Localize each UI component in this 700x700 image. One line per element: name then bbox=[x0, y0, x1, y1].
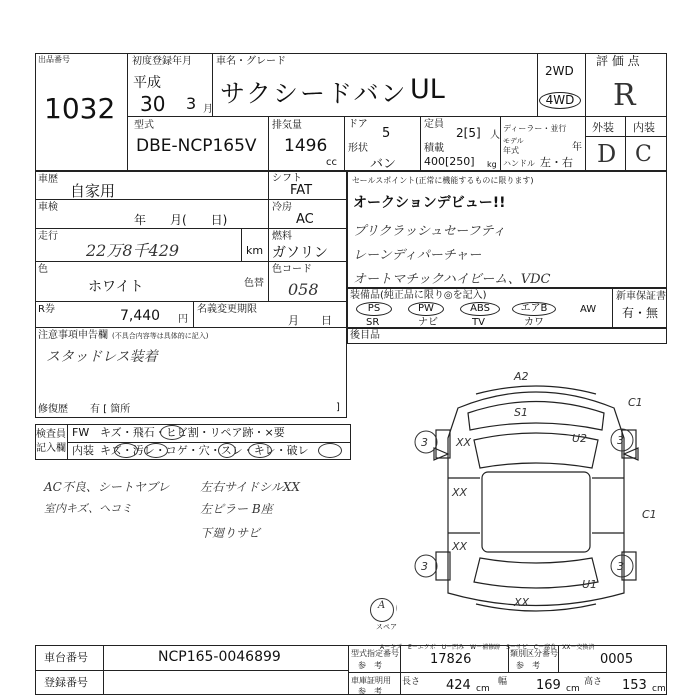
title-deadline: 月 日 bbox=[288, 314, 332, 327]
color-label: 色 bbox=[38, 264, 48, 275]
length-unit: cm bbox=[476, 684, 490, 694]
displacement-label: 排気量 bbox=[272, 120, 302, 131]
mark-c1-top: C1 bbox=[628, 396, 643, 409]
lot-number: 1032 bbox=[44, 92, 116, 125]
drive-2wd: 2WD bbox=[545, 64, 574, 78]
capacity-unit: 人 bbox=[490, 130, 500, 141]
equip-aw: AW bbox=[580, 304, 597, 315]
mark-u1: U1 bbox=[582, 578, 598, 591]
spare-mark: A bbox=[378, 600, 386, 611]
history: 自家用 bbox=[70, 182, 116, 200]
chassis-label: 車台番号 bbox=[44, 651, 88, 664]
equip-pw: PW bbox=[408, 302, 444, 316]
spare-label: スペア bbox=[376, 623, 397, 631]
note-mid-3: 下廻りサビ bbox=[200, 526, 261, 540]
model-year-label2: 年式 bbox=[503, 146, 519, 155]
mileage: 22万8千429 bbox=[86, 241, 180, 260]
height-label: 高さ bbox=[584, 677, 603, 687]
note-left-2: 室内キズ、ヘコミ bbox=[44, 502, 133, 515]
capacity-label: 定員 bbox=[424, 119, 444, 130]
sales-point-1: オークションデビュー!! bbox=[353, 195, 506, 211]
reg-label: 登録番号 bbox=[44, 676, 88, 689]
exterior-label: 外装 bbox=[592, 121, 614, 134]
grade: UL bbox=[410, 74, 445, 105]
body-label: 形状 bbox=[348, 143, 368, 154]
inspector-label-2: 記入欄 bbox=[36, 443, 66, 454]
name-grade-label: 車名・グレード bbox=[216, 56, 286, 67]
mark-3-fl: 3 bbox=[421, 436, 428, 449]
color-code-label: 色コード bbox=[272, 264, 312, 275]
notes-sub: (不具合内容等は具体的に記入) bbox=[112, 332, 209, 340]
width-label: 幅 bbox=[498, 677, 508, 687]
recycle: 7,440 bbox=[120, 308, 161, 324]
mark-xx-4: XX bbox=[514, 596, 530, 609]
height-unit: cm bbox=[652, 684, 666, 694]
first-reg-label: 初度登録年月 bbox=[132, 56, 192, 67]
model-label: 型式 bbox=[134, 120, 154, 131]
body: バン bbox=[370, 157, 397, 172]
rear-seat-label: 後目品 bbox=[350, 330, 380, 341]
class: 0005 bbox=[600, 652, 634, 667]
equip-leather: カワ bbox=[524, 317, 544, 328]
equip-sr: SR bbox=[366, 317, 380, 328]
mark-3-rr: 3 bbox=[617, 560, 624, 573]
km-unit: km bbox=[246, 244, 264, 257]
class-label: 類別区分番号 bbox=[510, 649, 558, 658]
title-deadline-label: 名義変更期限 bbox=[197, 304, 257, 315]
recycle-label: R券 bbox=[38, 304, 55, 315]
inspector-interior-items: キズ・汚レ・コゲ・穴・スレ・キレ・破レ bbox=[100, 444, 309, 457]
load-label: 積載 bbox=[424, 143, 444, 154]
repair-close: ] bbox=[336, 402, 340, 413]
inspector-label-1: 検査員 bbox=[36, 429, 66, 440]
sales-point-2: プリクラッシュセーフティ bbox=[353, 224, 506, 239]
equip-tv: TV bbox=[472, 317, 485, 328]
car-damage-diagram bbox=[396, 368, 676, 630]
interior-label: 内装 bbox=[633, 121, 655, 134]
doors: 5 bbox=[382, 126, 391, 141]
shift-label: シフト bbox=[272, 173, 302, 184]
handle: 左・右 bbox=[540, 156, 573, 169]
height: 153 bbox=[622, 678, 647, 693]
dealer-label: ディーラー・並行 bbox=[503, 124, 567, 133]
mark-xx-2: XX bbox=[452, 486, 468, 499]
type-cert-sub: 参 考 bbox=[358, 661, 382, 670]
inspection-label: 車検 bbox=[38, 202, 58, 213]
fuel-label: 燃料 bbox=[272, 231, 292, 242]
score: R bbox=[613, 78, 636, 113]
car-name: サクシードバン bbox=[220, 79, 408, 108]
warranty: 有・無 bbox=[622, 306, 659, 320]
mark-s1: S1 bbox=[514, 406, 528, 419]
model: DBE-NCP165V bbox=[136, 136, 257, 156]
drive-4wd: 4WD bbox=[539, 92, 581, 109]
rear-seat-block bbox=[347, 328, 667, 344]
equip-navi: ナビ bbox=[418, 317, 438, 328]
note-left-1: AC不良、シートヤブレ bbox=[44, 480, 170, 494]
equip-airbag: エアB bbox=[512, 302, 556, 316]
inspection: 年 月( 日) bbox=[134, 213, 228, 227]
first-reg-year: 30 bbox=[140, 92, 166, 116]
inspector-fw-items: キズ・飛石・ヒビ割・リペア跡・×要 bbox=[100, 426, 285, 439]
mark-c1-side: C1 bbox=[642, 508, 657, 521]
lot-label: 出品番号 bbox=[38, 55, 70, 64]
type-cert: 17826 bbox=[430, 652, 472, 667]
class-sub: 参 考 bbox=[516, 661, 540, 670]
equip-ps: PS bbox=[356, 302, 392, 316]
length-label: 長さ bbox=[402, 677, 421, 687]
width: 169 bbox=[536, 678, 561, 693]
first-reg-month: 3 bbox=[186, 94, 197, 113]
length: 424 bbox=[446, 678, 471, 693]
load-unit: kg bbox=[487, 160, 497, 169]
repair-label: 修復歴 bbox=[38, 404, 68, 415]
notes-label: 注意事項申告欄 bbox=[38, 330, 108, 341]
mark-u2: U2 bbox=[572, 432, 588, 445]
damage-legend: A－キズ E－エクボ U－凹み W－補修跡 S－サビ C－腐食 XX－交換済 bbox=[380, 644, 595, 651]
color-no-label: 色替 bbox=[244, 278, 264, 289]
inspector-interior: 内装 bbox=[72, 444, 94, 457]
mark-a2: A2 bbox=[514, 370, 529, 383]
note-mid-1: 左右サイドシルXX bbox=[200, 480, 300, 494]
type-cert-label: 型式指定番号 bbox=[351, 649, 399, 658]
ac: AC bbox=[296, 212, 314, 227]
model-year-unit: 年 bbox=[572, 142, 582, 153]
model-year-label1: モデル bbox=[503, 137, 524, 145]
spare-tire-icon bbox=[370, 598, 394, 622]
interior-grade: C bbox=[635, 142, 652, 167]
score-label: 評 価 点 bbox=[596, 54, 640, 68]
capacity: 2[5] bbox=[456, 126, 481, 140]
shift: FAT bbox=[290, 183, 313, 198]
mark-3-rl: 3 bbox=[421, 560, 428, 573]
chassis: NCP165-0046899 bbox=[158, 649, 281, 665]
handle-label: ハンドル bbox=[503, 159, 535, 168]
exterior-grade: D bbox=[597, 140, 617, 168]
cc-unit: cc bbox=[326, 157, 337, 168]
inspector-fw: FW bbox=[72, 426, 90, 439]
month-unit: 月 bbox=[203, 104, 213, 115]
color-code: 058 bbox=[288, 280, 319, 299]
note-mid-2: 左ピラー B座 bbox=[200, 502, 273, 516]
color: ホワイト bbox=[88, 279, 144, 295]
ac-label: 冷房 bbox=[272, 202, 292, 213]
doors-label: ドア bbox=[348, 119, 368, 130]
load: 400[250] bbox=[424, 155, 475, 168]
cert-sub: 参 考 bbox=[358, 687, 382, 696]
equip-abs: ABS bbox=[460, 302, 500, 316]
warranty-label: 新車保証書 bbox=[616, 291, 666, 302]
sales-point-3: レーンディパーチャー bbox=[353, 248, 482, 263]
sales-points-label: セールスポイント(正常に機能するものに限ります) bbox=[352, 176, 534, 185]
mark-xx-1: XX bbox=[456, 436, 472, 449]
fuel: ガソリン bbox=[272, 245, 328, 261]
notes-text: スタッドレス装着 bbox=[46, 349, 158, 365]
history-label: 車歴 bbox=[38, 174, 58, 185]
cert-label: 車庫証明用 bbox=[351, 676, 391, 685]
mileage-label: 走行 bbox=[38, 231, 58, 242]
sales-point-4: オートマチックハイビーム、VDC bbox=[353, 272, 551, 287]
width-unit: cm bbox=[566, 684, 580, 694]
recycle-unit: 円 bbox=[178, 314, 188, 325]
equipment-label: 装備品(純正品に限り◎を記入) bbox=[350, 290, 487, 301]
displacement: 1496 bbox=[284, 136, 328, 156]
era: 平成 bbox=[133, 75, 161, 91]
repair: 有 [ 箇所 bbox=[90, 404, 131, 415]
mark-3-fr: 3 bbox=[617, 434, 624, 447]
mark-xx-3: XX bbox=[452, 540, 468, 553]
